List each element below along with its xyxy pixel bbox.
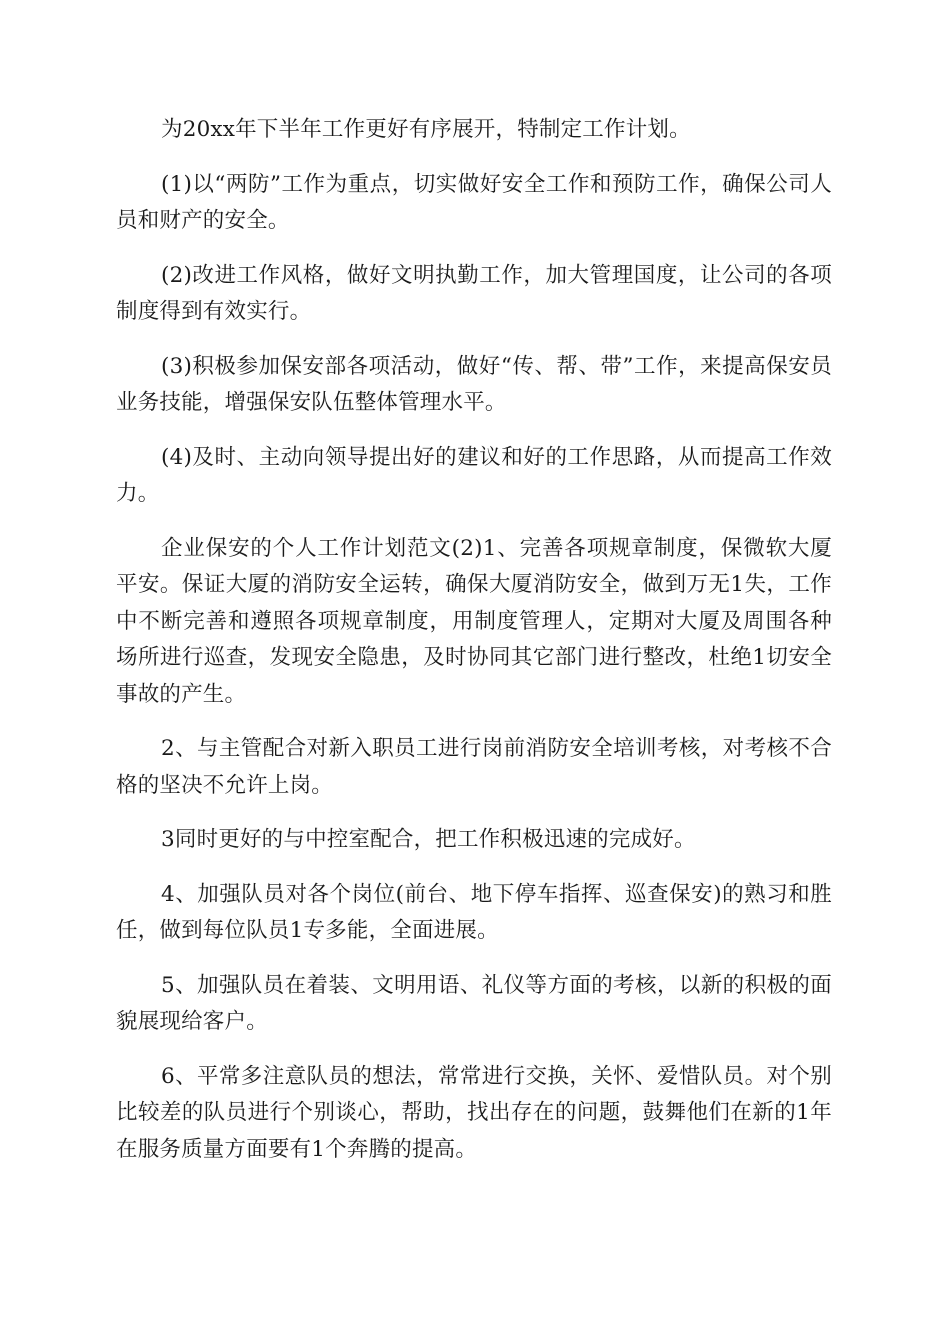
paragraph-intro: 为20xx年下半年工作更好有序展开，特制定工作计划。: [161, 117, 691, 142]
paragraph-item-4: (4)及时、主动向领导提出好的建议和好的工作思路，从而提高工作效力。: [116, 444, 832, 506]
paragraph-item-1: (1)以“两防”工作为重点，切实做好安全工作和预防工作，确保公司人员和财产的安全。: [116, 171, 832, 233]
paragraph-point-3: 3同时更好的与中控室配合，把工作积极迅速的完成好。: [161, 827, 696, 852]
paragraph-plan-2: 企业保安的个人工作计划范文(2)1、完善各项规章制度，保微软大厦平安。保证大厦的消防安全运转，确保大厦消防安全，做到万无1失，工作中不断完善和遵照各项规章制度，用制度管理人，定期对大厦及周围各种场所进行巡查，发现安全隐患，及时协同其它部门进行整改，杜绝1切安全事故的产生。: [116, 535, 832, 707]
paragraph-point-2: 2、与主管配合对新入职员工进行岗前消防安全培训考核，对考核不合格的坚决不允许上岗。: [116, 736, 832, 798]
document-body: [116, 112, 832, 1186]
paragraph-point-5: 5、加强队员在着装、文明用语、礼仪等方面的考核，以新的积极的面貌展现给客户。: [116, 972, 832, 1034]
paragraph-point-6: 6、平常多注意队员的想法，常常进行交换，关怀、爱惜队员。对个别比较差的队员进行个别谈心，帮助，找出存在的问题，鼓舞他们在新的1年在服务质量方面要有1个奔腾的提高。: [116, 1063, 832, 1162]
paragraph-point-4: 4、加强队员对各个岗位(前台、地下停车指挥、巡查保安)的熟习和胜任，做到每位队员1专多能，全面进展。: [116, 881, 832, 943]
paragraph-item-3: (3)积极参加保安部各项活动，做好“传、帮、带”工作，来提高保安员业务技能，增强保安队伍整体管理水平。: [116, 353, 832, 415]
paragraph-item-2: (2)改进工作风格，做好文明执勤工作，加大管理国度，让公司的各项制度得到有效实行。: [116, 262, 832, 324]
